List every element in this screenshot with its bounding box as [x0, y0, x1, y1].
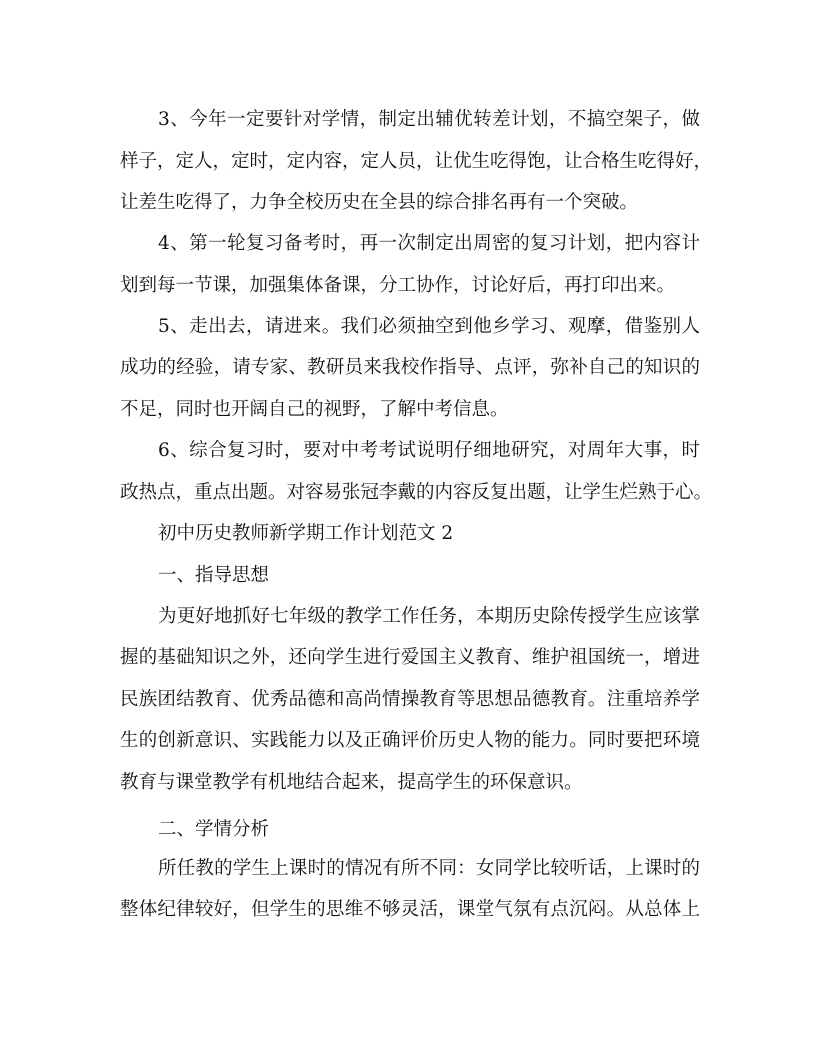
section-heading: 一、指导思想	[158, 565, 270, 586]
text-line: 5、走出去，请进来。我们必须抽空到他乡学习、观摩，借鉴别人	[158, 316, 700, 337]
text-line: 为更好地抓好七年级的教学工作任务，本期历史除传授学生应该掌	[158, 606, 700, 627]
text-line: 4、第一轮复习备考时，再一次制定出周密的复习计划，把内容计	[158, 233, 700, 254]
section-heading: 二、学情分析	[158, 819, 270, 840]
text-line: 民族团结教育、优秀品德和高尚情操教育等思想品德教育。注重培养学	[120, 689, 700, 710]
text-line: 让差生吃得了，力争全校历史在全县的综合排名再有一个突破。	[120, 192, 639, 213]
text-line: 教育与课堂教学有机地结合起来，提高学生的环保意识。	[120, 772, 583, 793]
text-line: 整体纪律较好，但学生的思维不够灵活，课堂气氛有点沉闷。从总体上	[120, 899, 700, 920]
text-line: 划到每一节课，加强集体备课，分工协作，讨论好后，再打印出来。	[120, 275, 676, 296]
text-line: 生的创新意识、实践能力以及正确评价历史人物的能力。同时要把环境	[120, 730, 700, 751]
text-line: 6、综合复习时，要对中考考试说明仔细地研究，对周年大事，时	[158, 440, 700, 461]
text-line: 所任教的学生上课时的情况有所不同：女同学比较听话，上课时的	[158, 858, 700, 879]
text-line: 成功的经验，请专家、教研员来我校作指导、点评，弥补自己的知识的	[120, 357, 700, 378]
section-title: 初中历史教师新学期工作计划范文 2	[158, 523, 454, 544]
text-line: 握的基础知识之外，还向学生进行爱国主义教育、维护祖国统一，增进	[120, 647, 700, 668]
text-line: 不足，同时也开阔自己的视野，了解中考信息。	[120, 399, 509, 420]
text-line: 政热点，重点出题。对容易张冠李戴的内容反复出题，让学生烂熟于心。	[120, 482, 713, 503]
text-line: 样子，定人，定时，定内容，定人员，让优生吃得饱，让合格生吃得好，	[120, 151, 713, 172]
text-line: 3、今年一定要针对学情，制定出辅优转差计划，不搞空架子，做	[158, 109, 700, 130]
